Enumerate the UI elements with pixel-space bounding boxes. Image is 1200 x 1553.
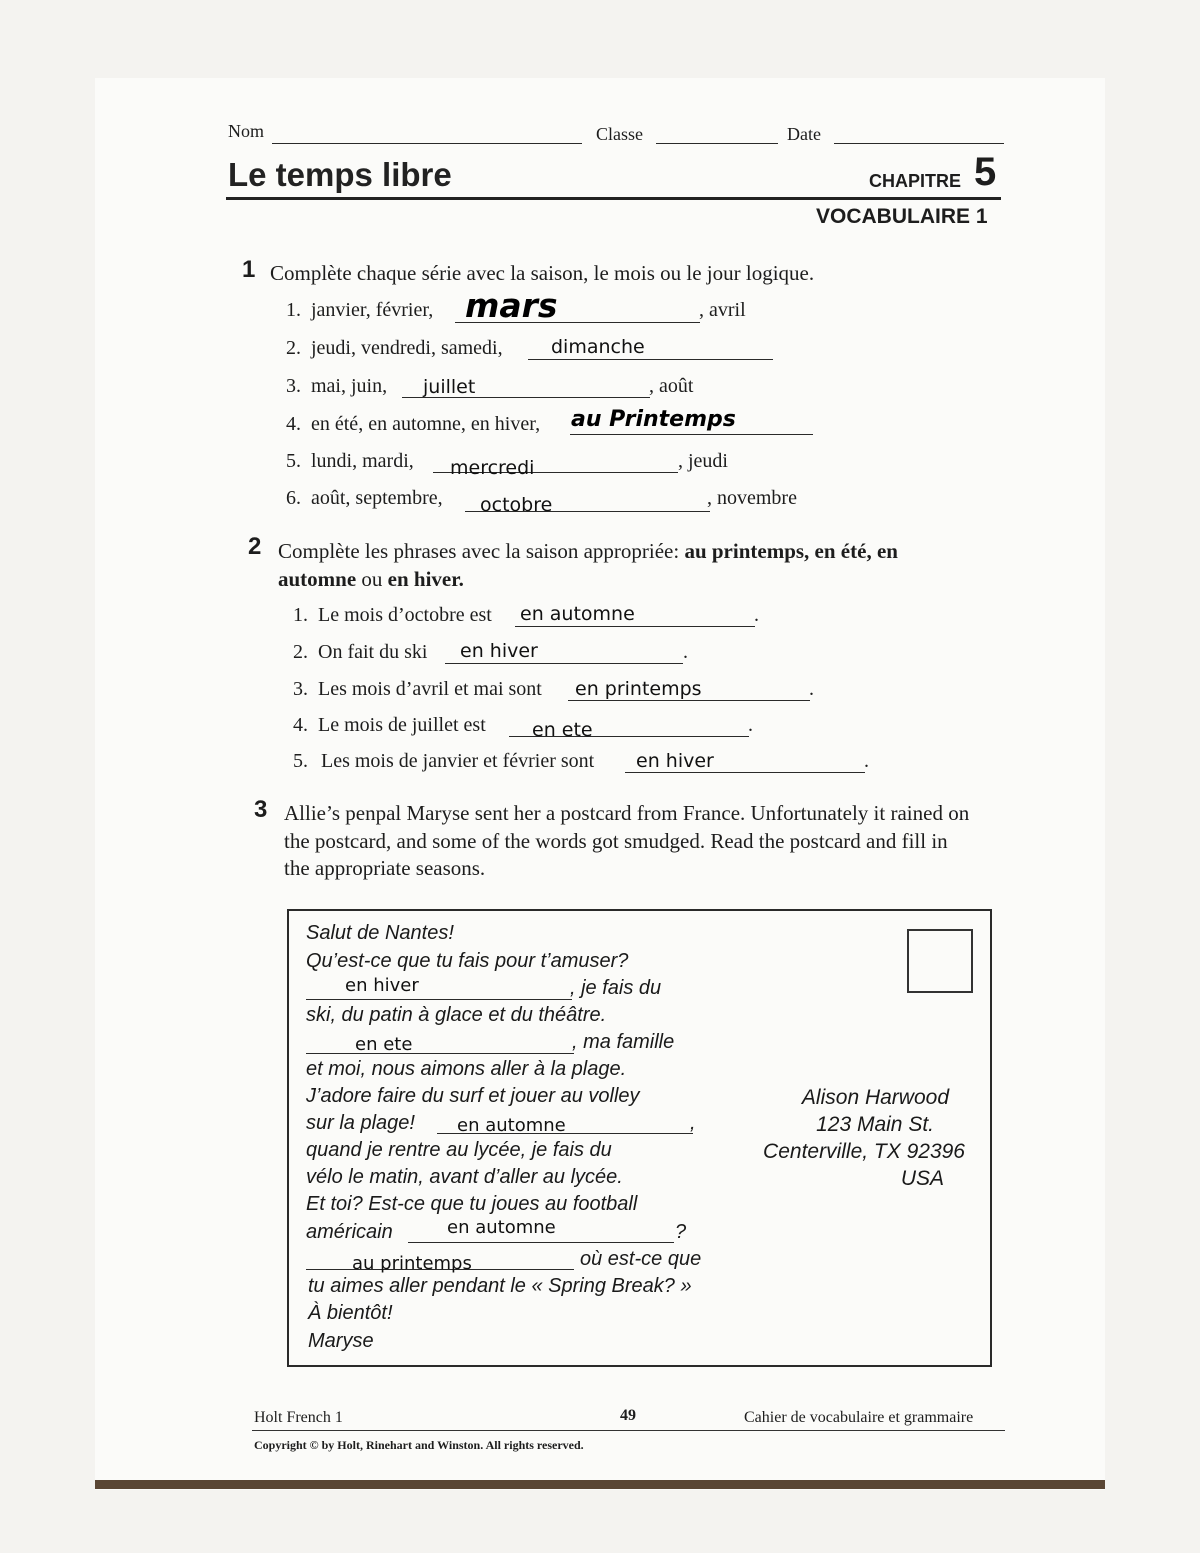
typed-answer: en ete xyxy=(355,1034,413,1055)
answer-blank[interactable] xyxy=(306,1053,574,1054)
answer-blank[interactable] xyxy=(570,434,813,435)
footer-book-title: Holt French 1 xyxy=(254,1409,343,1426)
ex2-item-number: 3. xyxy=(293,678,308,700)
section-label: VOCABULAIRE 1 xyxy=(816,205,988,228)
answer-blank[interactable] xyxy=(625,772,865,773)
ex1-item-number: 4. xyxy=(286,413,301,435)
footer-rule xyxy=(252,1430,1005,1431)
postcard-line: où est-ce que xyxy=(580,1248,702,1270)
address-line: Centerville, TX 92396 xyxy=(763,1140,965,1163)
typed-answer: au printemps xyxy=(352,1253,472,1274)
exercise-3-instruction-line: Allie’s penpal Maryse sent her a postcard from France. Unfortunately it rained on xyxy=(284,801,970,825)
ex1-item-prompt: janvier, février, xyxy=(311,299,434,321)
typed-answer: en automne xyxy=(520,603,635,625)
exercise-2-instruction-line-2 xyxy=(278,567,464,592)
answer-blank[interactable] xyxy=(306,999,572,1000)
address-line: Alison Harwood xyxy=(801,1086,949,1109)
typed-answer: en hiver xyxy=(636,750,714,772)
exercise-2-instruction xyxy=(278,539,898,564)
date-label: Date xyxy=(787,124,821,144)
page-number: 49 xyxy=(620,1407,636,1424)
postcard-line: quand je rentre au lycée, je fais du xyxy=(306,1139,612,1161)
nom-blank xyxy=(272,143,582,144)
postcard-line: ski, du patin à glace et du théâtre. xyxy=(306,1004,607,1026)
typed-answer: juillet xyxy=(423,376,476,398)
instruction-option: en hiver. xyxy=(387,567,464,591)
typed-answer: en ete xyxy=(532,719,593,741)
handwritten-answer: au Printemps xyxy=(571,407,736,432)
typed-answer: octobre xyxy=(480,494,553,516)
chapitre-label: CHAPITRE xyxy=(869,171,962,191)
handwritten-answer: mars xyxy=(465,286,558,325)
ex2-item-suffix: . xyxy=(748,714,753,736)
ex1-item-suffix: , novembre xyxy=(707,487,797,509)
ex1-item-prompt: lundi, mardi, xyxy=(311,450,414,472)
page-edge-shadow xyxy=(95,1480,1105,1489)
ex2-item-suffix: . xyxy=(754,604,759,626)
postcard-line: Et toi? Est-ce que tu joues au football xyxy=(306,1193,638,1215)
answer-blank[interactable] xyxy=(568,700,810,701)
postcard-line: vélo le matin, avant d’aller au lycée. xyxy=(306,1166,623,1188)
answer-blank[interactable] xyxy=(515,626,755,627)
ex2-item-prompt: On fait du ski xyxy=(318,641,428,663)
ex1-item-suffix: , août xyxy=(649,375,694,397)
ex1-item-prompt: jeudi, vendredi, samedi, xyxy=(311,337,503,359)
ex2-item-number: 4. xyxy=(293,714,308,736)
ex1-item-number: 2. xyxy=(286,337,301,359)
ex1-item-prompt: en été, en automne, en hiver, xyxy=(311,413,541,435)
ex2-item-prompt: Les mois d’avril et mai sont xyxy=(318,678,542,700)
postcard-line: , je fais du xyxy=(570,977,662,999)
typed-answer: en hiver xyxy=(460,640,538,662)
typed-answer: mercredi xyxy=(450,457,535,479)
postcard-signature: Maryse xyxy=(308,1330,374,1352)
ex1-item-suffix: , jeudi xyxy=(678,450,728,472)
answer-blank[interactable] xyxy=(528,359,773,360)
typed-answer: dimanche xyxy=(551,336,645,358)
ex2-item-number: 5. xyxy=(293,750,308,772)
exercise-3-number: 3 xyxy=(254,796,268,823)
nom-label: Nom xyxy=(228,121,264,141)
exercise-1-number: 1 xyxy=(242,256,256,283)
postcard-line: À bientôt! xyxy=(308,1302,393,1324)
ex2-item-suffix: . xyxy=(809,678,814,700)
title-rule xyxy=(226,197,1001,200)
postcard-line: ? xyxy=(675,1221,687,1243)
address-line: USA xyxy=(900,1167,944,1190)
ex1-item-prompt: mai, juin, xyxy=(311,375,388,397)
ex1-item-suffix: , avril xyxy=(699,299,746,321)
instruction-option: automne xyxy=(278,567,357,591)
answer-blank[interactable] xyxy=(408,1242,674,1243)
exercise-3-instruction-line: the postcard, and some of the words got smudged. Read the postcard and fill in xyxy=(284,829,948,853)
date-blank xyxy=(834,143,1004,144)
ex1-item-number: 1. xyxy=(286,299,301,321)
postcard-line: tu aimes aller pendant le « Spring Break? » xyxy=(308,1275,692,1297)
typed-answer: en automne xyxy=(457,1115,566,1136)
ex2-item-prompt: Les mois de janvier et février sont xyxy=(321,750,595,772)
answer-blank[interactable] xyxy=(445,663,683,664)
postcard-line: américain xyxy=(306,1221,393,1243)
ex1-item-number: 3. xyxy=(286,375,301,397)
ex2-item-number: 1. xyxy=(293,604,308,626)
exercise-2-number: 2 xyxy=(248,533,262,560)
copyright-notice: Copyright © by Holt, Rinehart and Winston. All rights reserved. xyxy=(254,1438,584,1452)
footer-workbook-title: Cahier de vocabulaire et grammaire xyxy=(744,1409,974,1426)
typed-answer: en printemps xyxy=(575,678,702,700)
postcard-line: sur la plage! xyxy=(306,1112,415,1134)
stamp-box xyxy=(907,929,973,993)
postcard-line: Salut de Nantes! xyxy=(306,922,454,944)
typed-answer: en automne xyxy=(447,1217,556,1238)
postcard-line: , ma famille xyxy=(572,1031,675,1053)
instruction-text: Complète les phrases avec la saison appropriée: xyxy=(278,539,680,563)
ex1-item-prompt: août, septembre, xyxy=(311,487,443,509)
postcard-line: et moi, nous aimons aller à la plage. xyxy=(306,1058,627,1080)
ex2-item-prompt: Le mois d’octobre est xyxy=(318,604,492,626)
ex1-item-number: 5. xyxy=(286,450,301,472)
chapitre-number: 5 xyxy=(974,150,997,194)
postcard-line: Qu’est-ce que tu fais pour t’amuser? xyxy=(306,950,629,972)
address-line: 123 Main St. xyxy=(816,1113,934,1136)
ex2-item-number: 2. xyxy=(293,641,308,663)
typed-answer: en hiver xyxy=(345,975,419,996)
instruction-text: ou xyxy=(361,567,383,591)
instruction-options: au printemps, en été, en xyxy=(684,539,898,563)
ex2-item-suffix: . xyxy=(683,641,688,663)
page-title: Le temps libre xyxy=(228,156,452,193)
postcard-line: J’adore faire du surf et jouer au volley xyxy=(306,1085,640,1107)
ex2-item-suffix: . xyxy=(864,750,869,772)
ex1-item-number: 6. xyxy=(286,487,301,509)
ex2-item-prompt: Le mois de juillet est xyxy=(318,714,486,736)
exercise-1-instruction: Complète chaque série avec la saison, le mois ou le jour logique. xyxy=(270,261,815,285)
classe-label: Classe xyxy=(596,124,643,144)
postcard-line: , xyxy=(690,1112,696,1134)
exercise-3-instruction-line: the appropriate seasons. xyxy=(284,856,486,880)
classe-blank xyxy=(656,143,778,144)
